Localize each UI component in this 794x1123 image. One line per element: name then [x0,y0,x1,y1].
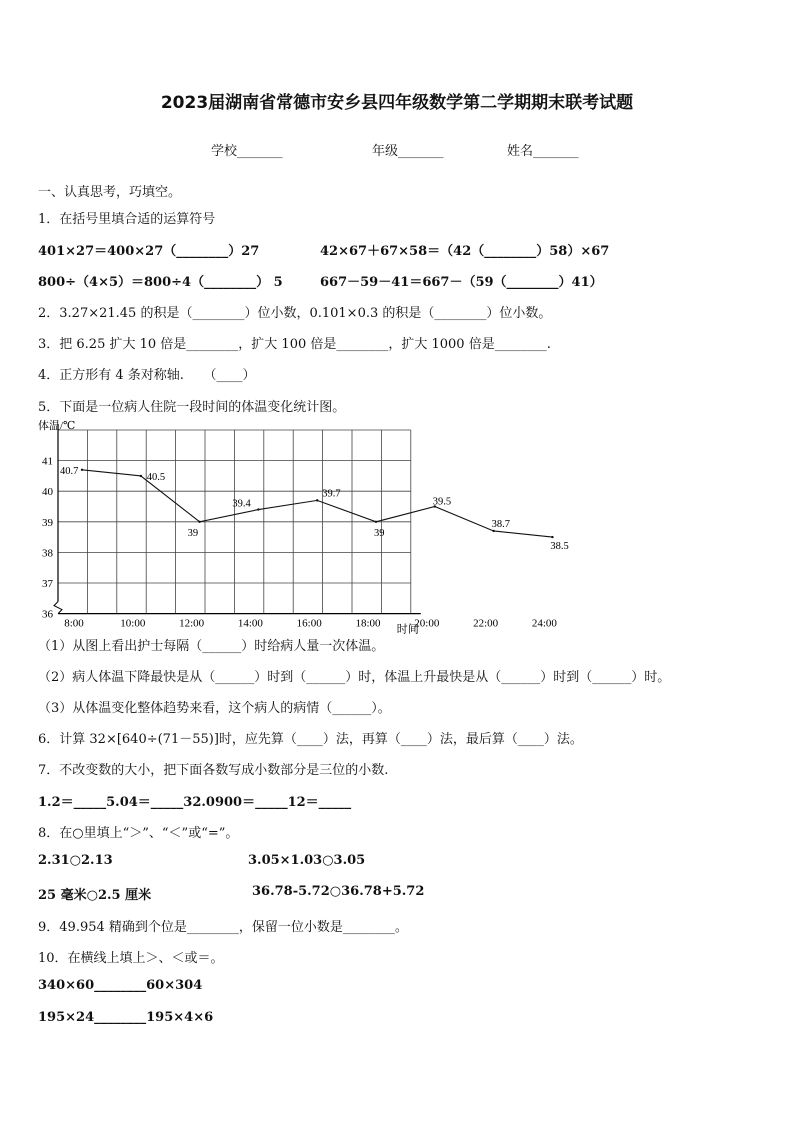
page-title: 2023届湖南省常德市安乡县四年级数学第二学期期末联考试题 [160,93,634,113]
name-field: 姓名_______ [507,144,579,159]
data-label: 39 [374,527,385,539]
temperature-line-chart [34,416,569,636]
data-label: 38.7 [491,518,510,530]
question-8-stem: 8．在○里填上“＞”、“＜”或“=”。 [38,826,239,841]
data-point [492,530,494,532]
question-2: 2．3.27×21.45 的积是（________）位小数，0.101×0.3 的积是（________）位小数。 [38,306,552,321]
data-label: 40.5 [146,471,166,483]
x-tick-label: 24:00 [531,617,557,630]
question-5-sub-2: （2）病人体温下降最快是从（______）时到（______）时，体温上升最快是从（______）时到（______）时。 [38,670,671,685]
y-tick-label: 39 [42,516,53,529]
y-tick-label: 40 [42,486,53,499]
y-tick-label: 38 [42,547,53,560]
data-label: 40.7 [60,465,79,477]
question-1-c: 800÷（4×5）＝800÷4（________） 5 [38,275,283,290]
question-8-d: 36.78-5.72○36.78+5.72 [252,884,425,899]
x-tick-label: 8:00 [64,617,84,630]
data-label: 39.5 [432,496,452,508]
chart-ticks [42,456,557,630]
data-label: 39 [187,527,199,539]
question-8-c: 25 毫米○2.5 厘米 [38,888,152,903]
x-tick-label: 12:00 [179,617,205,630]
question-10-a: 340×60________60×304 [38,978,203,993]
y-tick-label: 36 [42,608,53,621]
x-tick-label: 20:00 [414,617,440,630]
x-tick-label: 10:00 [120,617,146,630]
question-5-sub-3: （3）从体温变化整体趋势来看，这个病人的病情（______）。 [38,701,391,716]
x-axis-title: 时间 [396,623,419,636]
y-tick-label: 41 [42,455,53,468]
question-3: 3．把 6.25 扩大 10 倍是________，扩大 100 倍是________，扩大 1000 倍是________. [38,337,551,352]
question-10-stem: 10．在横线上填上＞、＜或＝。 [38,951,224,966]
x-tick-label: 18:00 [355,617,381,630]
chart-grid [58,430,411,614]
question-5-stem: 5．下面是一位病人住院一段时间的体温变化统计图。 [38,400,346,415]
question-6: 6．计算 32×[640÷(71－55)]时，应先算（____）法，再算（____）法，最后算（____）法。 [38,732,583,747]
data-point [316,499,318,501]
y-axis-title: 体温/℃ [38,420,76,432]
data-label: 39.7 [322,488,341,500]
question-1-a: 401×27＝400×27（________）27 [38,244,260,259]
data-point [140,475,142,477]
question-1-stem: 1．在括号里填合适的运算符号 [38,212,216,227]
chart-labels [38,418,569,636]
question-5-sub-1: （1）从图上看出护士每隔（______）时给病人量一次体温。 [38,639,385,654]
grade-field: 年级_______ [372,144,444,159]
chart-axes [54,424,421,614]
section-heading: 一、认真思考，巧填空。 [38,185,182,200]
question-8-b: 3.05×1.03○3.05 [248,853,366,868]
school-field: 学校_______ [211,144,283,159]
data-label: 39.4 [232,498,251,510]
question-7-line: 1.2＝_____5.04＝_____32.0900＝_____12＝_____ [38,795,352,810]
data-point [551,536,553,538]
question-9: 9．49.954 精确到个位是________，保留一位小数是________。 [38,920,408,935]
data-point [257,508,259,510]
x-tick-label: 16:00 [296,617,322,630]
question-10-b: 195×24________195×4×6 [38,1010,214,1025]
axis-break-mark [54,602,62,614]
y-tick-label: 37 [42,578,53,590]
x-tick-label: 14:00 [237,617,263,630]
data-point [375,521,377,523]
question-7-stem: 7．不改变数的大小，把下面各数写成小数部分是三位的小数. [38,763,389,778]
data-point [81,469,83,471]
question-8-a: 2.31○2.13 [38,853,113,868]
question-1-b: 42×67＋67×58＝（42（________）58）×67 [320,244,610,259]
x-tick-label: 22:00 [473,617,499,630]
data-point [198,521,200,523]
data-label: 38.5 [550,541,569,553]
question-1-d: 667－59－41＝667－（59（________）41） [320,275,603,290]
question-4: 4．正方形有 4 条对称轴. （____） [38,368,256,383]
